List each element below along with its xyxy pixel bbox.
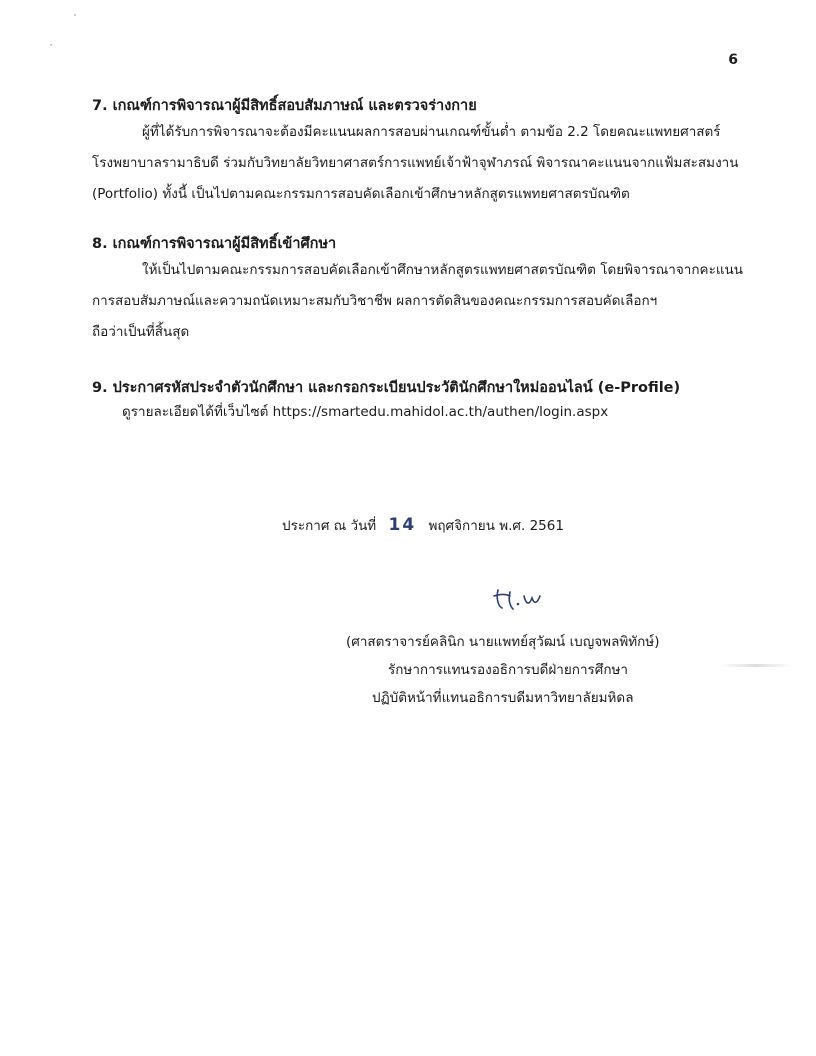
announcement-suffix: พฤศจิกายน พ.ศ. 2561 (428, 518, 564, 534)
announcement-date (282, 514, 564, 536)
scan-speck (74, 14, 76, 16)
handwritten-signature (488, 582, 546, 614)
section-7-line-3: (Portfolio) ทั้งนี้ เป็นไปตามคณะกรรมการสอบคัดเลือกเข้าศึกษาหลักสูตรแพทยศาสตรบัณฑิต (92, 186, 630, 202)
scan-streak (720, 664, 792, 667)
section-8-line-3: ถือว่าเป็นที่สิ้นสุด (92, 324, 190, 340)
section-7-line-1: ผู้ที่ได้รับการพิจารณาจะต้องมีคะแนนผลการสอบผ่านเกณฑ์ขั้นต่ำ ตามข้อ 2.2 โดยคณะแพทยศาสตร์ (142, 124, 721, 140)
page-number: 6 (728, 52, 738, 68)
section-9-heading: 9. ประกาศรหัสประจำตัวนักศึกษา และกรอกระเบียนประวัตินักศึกษาใหม่ออนไลน์ (e-Profile) (92, 380, 681, 396)
section-8-line-2: การสอบสัมภาษณ์และความถนัดเหมาะสมกับวิชาชีพ ผลการตัดสินของคณะกรรมการสอบคัดเลือกฯ (92, 293, 658, 309)
signer-position-duty: ปฏิบัติหน้าที่แทนอธิการบดีมหาวิทยาลัยมหิดล (372, 690, 634, 706)
section-9-line-1: ดูรายละเอียดได้ที่เว็บไซต์ https://smartedu.mahidol.ac.th/authen/login.aspx (122, 404, 609, 420)
announcement-prefix: ประกาศ ณ วันที่ (282, 518, 377, 534)
signer-name: (ศาสตราจารย์คลินิก นายแพทย์สุวัฒน์ เบญจพลพิทักษ์) (346, 634, 660, 650)
section-8-line-1: ให้เป็นไปตามคณะกรรมการสอบคัดเลือกเข้าศึกษาหลักสูตรแพทยศาสตรบัณฑิต โดยพิจารณาจากคะแนน (142, 262, 743, 278)
announcement-day: 14 (388, 515, 417, 535)
section-8-heading: 8. เกณฑ์การพิจารณาผู้มีสิทธิ์เข้าศึกษา (92, 236, 337, 252)
section-7-line-2: โรงพยาบาลรามาธิบดี ร่วมกับวิทยาลัยวิทยาศาสตร์การแพทย์เจ้าฟ้าจุฬาภรณ์ พิจารณาคะแนนจากแฟ้มสะสมงาน (92, 155, 739, 171)
scan-speck (50, 44, 52, 46)
signer-position-acting: รักษาการแทนรองอธิการบดีฝ่ายการศึกษา (388, 662, 629, 678)
section-7-heading: 7. เกณฑ์การพิจารณาผู้มีสิทธิ์สอบสัมภาษณ์ และตรวจร่างกาย (92, 98, 477, 114)
